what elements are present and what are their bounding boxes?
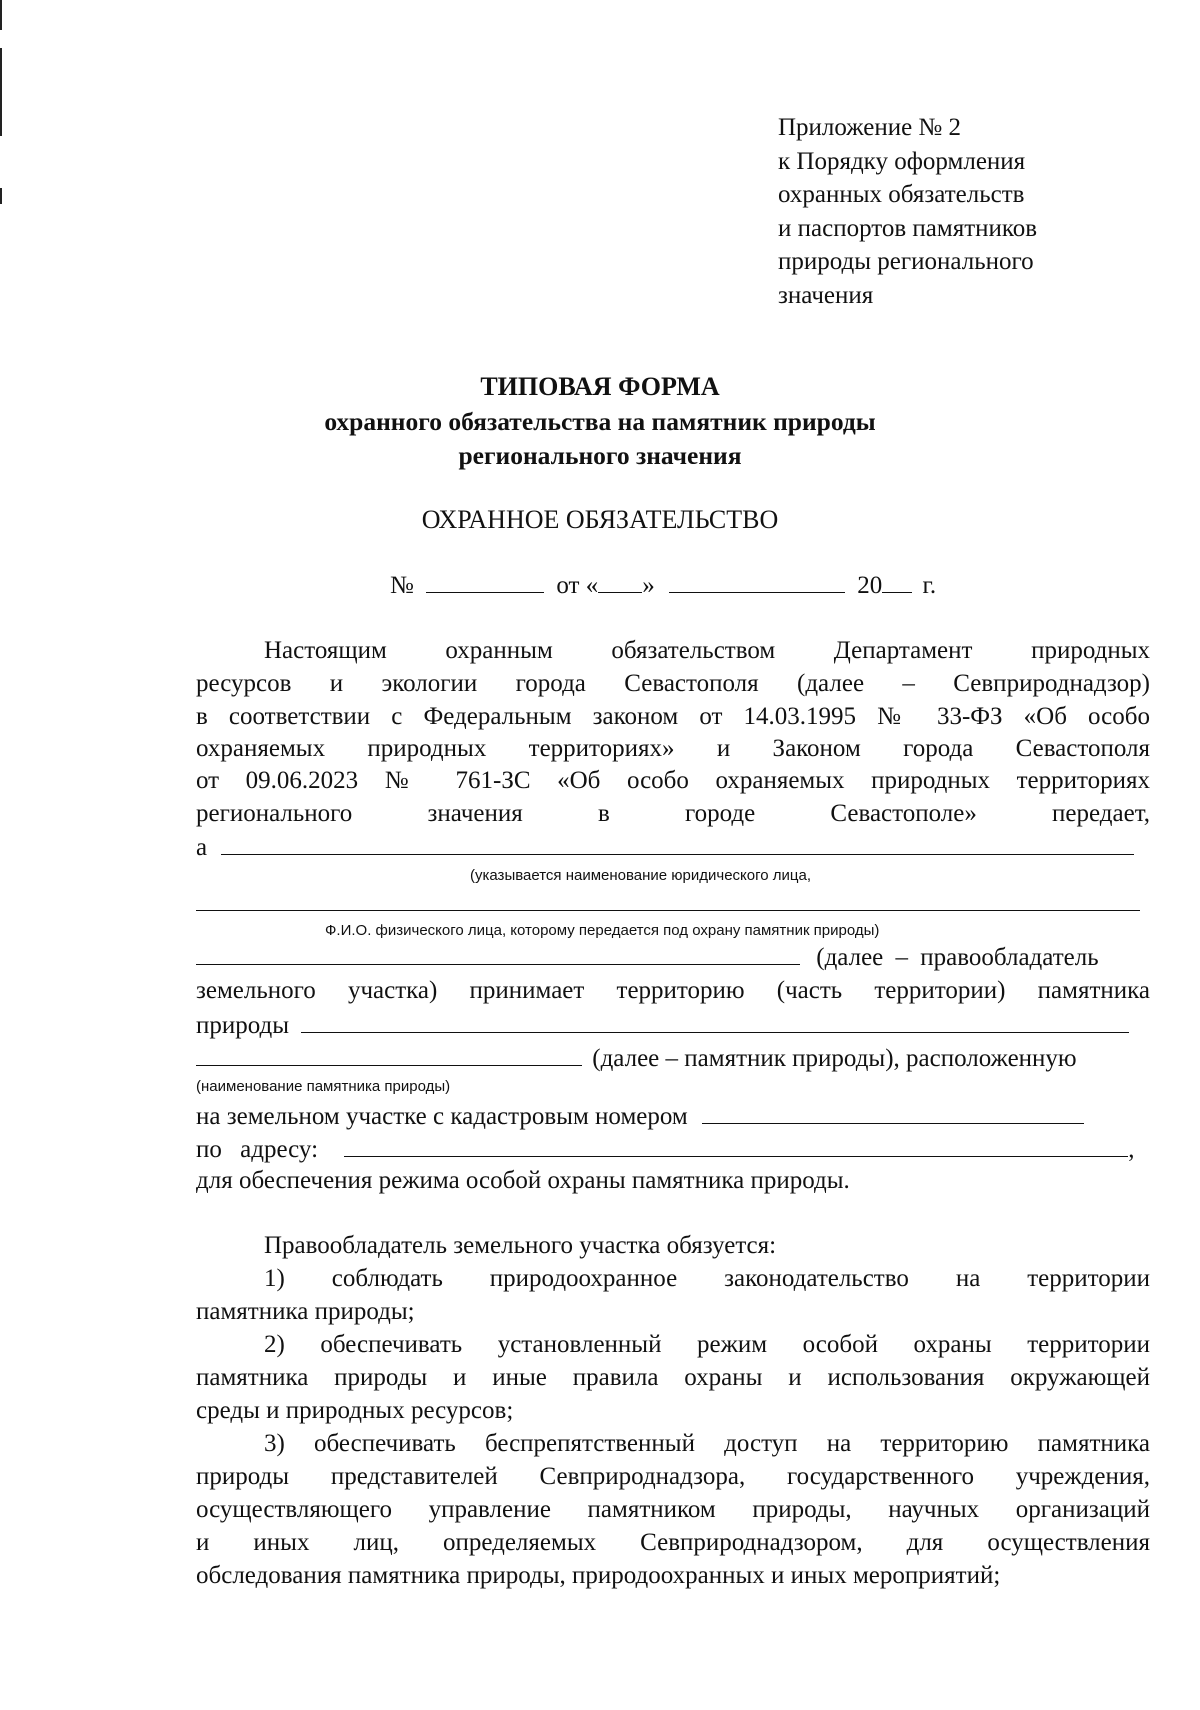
intro-line: в соответствии с Федеральным законом от 14.03.1995 № 33-ФЗ «Об особо <box>196 703 1150 730</box>
a-prefix: а <box>196 834 208 861</box>
scan-edge-mark <box>0 0 2 30</box>
intro-line: от 09.06.2023 № 761-ЗС «Об особо охраняемых природных территориях <box>196 767 1150 794</box>
obligation-item-1: 1) соблюдать природоохранное законодательство на территории <box>264 1265 1150 1292</box>
obligations-heading: Правообладатель земельного участка обязуется: <box>264 1232 777 1259</box>
month-blank[interactable] <box>669 570 845 593</box>
year-suffix: г. <box>922 572 937 599</box>
annex-line: значения <box>778 281 874 309</box>
person-line <box>196 888 1140 920</box>
legal-entity-caption: (указывается наименование юридического лица, <box>470 867 812 884</box>
person-caption: Ф.И.О. физического лица, которому передается под охрану памятник природы) <box>325 922 880 939</box>
date-from-label: от « <box>556 572 599 599</box>
obligation-item-2-cont: памятника природы и иные правила охраны и использования окружающей <box>196 1364 1150 1391</box>
obligation-item-3-cont: обследования памятника природы, природоохранных и иных мероприятий; <box>196 1562 1001 1589</box>
address-line <box>196 1134 1135 1166</box>
scan-edge-mark <box>0 188 2 204</box>
holder-blank[interactable] <box>196 942 800 965</box>
obligation-item-2-cont: среды и природных ресурсов; <box>196 1397 514 1424</box>
purpose-line: для обеспечения режима особой охраны памятника природы. <box>196 1167 850 1194</box>
form-subtitle: охранного обязательства на памятник природы <box>324 407 876 436</box>
holder-suffix: (далее – правообладатель <box>816 944 1099 971</box>
obligation-item-3-cont: осуществляющего управление памятником природы, научных организаций <box>196 1496 1150 1523</box>
nature-line <box>196 1010 1129 1042</box>
obligation-item-3: 3) обеспечивать беспрепятственный доступ на территорию памятника <box>264 1430 1150 1457</box>
year-blank[interactable] <box>882 570 912 593</box>
number-blank[interactable] <box>426 570 544 593</box>
scan-edge-mark <box>0 48 2 136</box>
form-title: ТИПОВАЯ ФОРМА <box>480 372 720 401</box>
monument-suffix: (далее – памятник природы), расположенную <box>592 1045 1077 1072</box>
legal-entity-line <box>196 832 1134 864</box>
day-blank[interactable] <box>598 570 642 593</box>
cadastral-label: на земельном участке с кадастровым номером <box>196 1103 688 1130</box>
monument-caption: (наименование памятника природы) <box>196 1078 451 1095</box>
obligation-item-3-cont: природы представителей Севприроднадзора, государственного учреждения, <box>196 1463 1150 1490</box>
nature-blank[interactable] <box>301 1010 1129 1033</box>
year-prefix: 20 <box>857 572 883 599</box>
document-heading: ОХРАННОЕ ОБЯЗАТЕЛЬСТВО <box>421 505 779 534</box>
annex-line: природы регионального <box>778 248 1034 276</box>
monument-blank[interactable] <box>196 1043 582 1066</box>
intro-line: ресурсов и экологии города Севастополя (далее – Севприроднадзор) <box>196 670 1150 697</box>
holder-line <box>196 942 1099 974</box>
accepts-line: земельного участка) принимает территорию (часть территории) памятника <box>196 977 1150 1004</box>
intro-line: регионального значения в городе Севастополе» передает, <box>196 800 1150 827</box>
address-comma: , <box>1128 1136 1135 1163</box>
form-subtitle: регионального значения <box>458 441 742 470</box>
person-blank[interactable] <box>196 888 1140 911</box>
obligation-item-2: 2) обеспечивать установленный режим особой охраны территории <box>264 1331 1150 1358</box>
legal-entity-blank[interactable] <box>221 832 1134 855</box>
annex-block <box>778 111 1037 313</box>
address-blank[interactable] <box>344 1134 1128 1157</box>
annex-line: и паспортов памятников <box>778 214 1038 242</box>
cadastral-blank[interactable] <box>702 1101 1084 1124</box>
annex-line: Приложение № 2 <box>778 114 962 141</box>
annex-line: охранных обязательств <box>778 181 1025 209</box>
annex-line: к Порядку оформления <box>778 147 1026 175</box>
nature-prefix: природы <box>196 1012 290 1039</box>
date-close-quote: » <box>642 572 655 599</box>
obligation-item-1-cont: памятника природы; <box>196 1298 415 1325</box>
cadastral-line <box>196 1101 1084 1133</box>
number-date-line <box>390 570 936 602</box>
intro-line: Настоящим охранным обязательством Департамент природных <box>264 637 1150 664</box>
number-sign: № <box>390 572 414 599</box>
obligation-item-3-cont: и иных лиц, определяемых Севприроднадзором, для осуществления <box>196 1529 1150 1556</box>
monument-line <box>196 1043 1077 1075</box>
address-label: по адресу: <box>196 1136 319 1163</box>
intro-line: охраняемых природных территориях» и Законом города Севастополя <box>196 735 1150 762</box>
